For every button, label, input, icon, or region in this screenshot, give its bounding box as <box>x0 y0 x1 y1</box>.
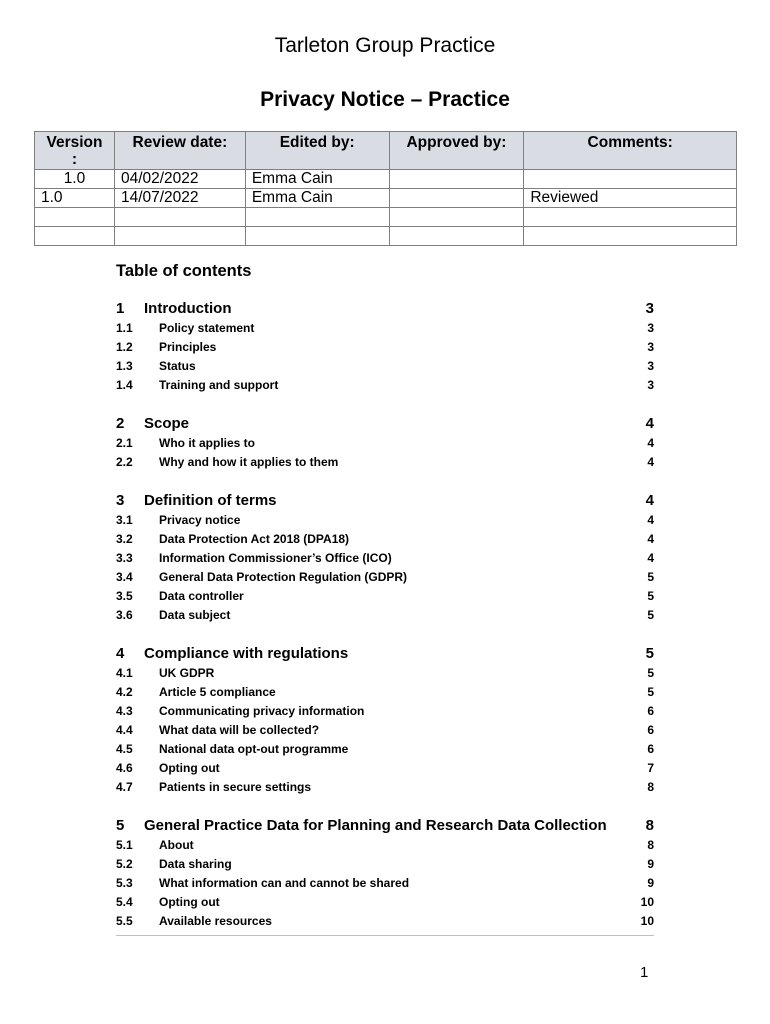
toc-entry-level2[interactable] <box>116 340 654 359</box>
toc-section <box>116 300 654 397</box>
toc-subentry-number: 2.1 <box>116 436 133 450</box>
toc-entry-level1[interactable] <box>116 645 654 666</box>
cell-edited-by: Emma Cain <box>245 189 389 208</box>
cell-approved-by <box>389 189 524 208</box>
toc-entry-page: 3 <box>645 300 654 317</box>
toc-entry-level2[interactable] <box>116 838 654 857</box>
cell-comments <box>524 227 737 246</box>
toc-entry-level2[interactable] <box>116 761 654 780</box>
cell-edited-by <box>245 208 389 227</box>
toc-entry-title: Definition of terms <box>144 492 277 509</box>
toc-subentry-page: 4 <box>647 455 654 469</box>
toc-subentry-number: 5.5 <box>116 914 133 928</box>
toc-subentry-title: Data controller <box>159 589 244 603</box>
toc-subentry-title: Opting out <box>159 895 220 909</box>
toc-entry-level2[interactable] <box>116 436 654 455</box>
toc-section <box>116 492 654 627</box>
toc-entry-level1[interactable] <box>116 300 654 321</box>
toc-entry-level2[interactable] <box>116 608 654 627</box>
version-control-table <box>34 131 737 246</box>
toc-entry-level2[interactable] <box>116 570 654 589</box>
header-approved-by: Approved by: <box>389 132 524 170</box>
toc-entry-number: 1 <box>116 300 125 317</box>
toc-entry-level2[interactable] <box>116 513 654 532</box>
toc-subentry-title: Opting out <box>159 761 220 775</box>
toc-subentry-page: 4 <box>647 436 654 450</box>
toc-subentry-number: 4.7 <box>116 780 133 794</box>
toc-subentry-page: 8 <box>647 780 654 794</box>
toc-section <box>116 645 654 799</box>
toc-subentry-page: 5 <box>647 666 654 680</box>
toc-subentry-page: 3 <box>647 378 654 392</box>
cell-review-date <box>114 208 245 227</box>
toc-subentry-number: 3.1 <box>116 513 133 527</box>
toc-subentry-number: 1.1 <box>116 321 133 335</box>
toc-subentry-title: Information Commissioner’s Office (ICO) <box>159 551 392 565</box>
toc-subentry-title: National data opt-out programme <box>159 742 349 756</box>
toc-subentry-title: Status <box>159 359 196 373</box>
header-edited-by: Edited by: <box>245 132 389 170</box>
toc-subentry-title: General Data Protection Regulation (GDPR) <box>159 570 408 584</box>
toc-subentry-page: 5 <box>647 589 654 603</box>
toc-subentry-page: 6 <box>647 723 654 737</box>
organisation-name: Tarleton Group Practice <box>274 34 496 57</box>
toc-subentry-number: 4.4 <box>116 723 133 737</box>
toc-subentry-number: 3.6 <box>116 608 133 622</box>
cell-review-date: 14/07/2022 <box>114 189 245 208</box>
table-row <box>35 208 737 227</box>
toc-entry-level2[interactable] <box>116 551 654 570</box>
toc-entry-level2[interactable] <box>116 704 654 723</box>
toc-entry-title: Introduction <box>144 300 232 317</box>
toc-subentry-title: Privacy notice <box>159 513 241 527</box>
header-version <box>35 132 115 170</box>
toc-subentry-page: 9 <box>647 857 654 871</box>
toc-section <box>116 817 654 933</box>
header-version-colon: : <box>71 151 78 168</box>
toc-end-rule <box>116 935 654 936</box>
toc-subentry-title: Why and how it applies to them <box>159 455 339 469</box>
version-table-header-row <box>35 132 737 170</box>
toc-subentry-number: 5.2 <box>116 857 133 871</box>
cell-comments: Reviewed <box>524 189 737 208</box>
toc-subentry-page: 6 <box>647 704 654 718</box>
toc-subentry-page: 3 <box>647 321 654 335</box>
toc-entry-page: 5 <box>645 645 654 662</box>
toc-entry-level2[interactable] <box>116 857 654 876</box>
toc-entry-level2[interactable] <box>116 589 654 608</box>
toc-subentry-number: 4.3 <box>116 704 133 718</box>
cell-approved-by <box>389 170 524 189</box>
toc-subentry-page: 10 <box>640 914 654 928</box>
toc-entry-number: 2 <box>116 415 125 432</box>
toc-entry-level1[interactable] <box>116 492 654 513</box>
toc-subentry-number: 4.1 <box>116 666 133 680</box>
toc-entry-level2[interactable] <box>116 914 654 933</box>
toc-subentry-title: What information can and cannot be shared <box>159 876 410 890</box>
toc-subentry-page: 10 <box>640 895 654 909</box>
toc-entry-level2[interactable] <box>116 666 654 685</box>
toc-entry-level2[interactable] <box>116 321 654 340</box>
toc-subentry-page: 4 <box>647 532 654 546</box>
cell-version <box>35 208 115 227</box>
toc-subentry-number: 3.5 <box>116 589 133 603</box>
toc-entry-level2[interactable] <box>116 895 654 914</box>
toc-heading: Table of contents <box>116 262 252 280</box>
toc-subentry-page: 8 <box>647 838 654 852</box>
toc-entry-title: General Practice Data for Planning and Research Data Collection <box>144 817 607 834</box>
toc-subentry-title: Available resources <box>159 914 272 928</box>
toc-subentry-title: Principles <box>159 340 217 354</box>
toc-subentry-page: 5 <box>647 608 654 622</box>
table-row <box>35 189 737 208</box>
toc-subentry-page: 5 <box>647 685 654 699</box>
cell-approved-by <box>389 227 524 246</box>
toc-entry-page: 4 <box>645 492 654 509</box>
toc-entry-level2[interactable] <box>116 359 654 378</box>
cell-approved-by <box>389 208 524 227</box>
toc-subentry-number: 3.3 <box>116 551 133 565</box>
cell-edited-by: Emma Cain <box>245 170 389 189</box>
toc-subentry-number: 1.4 <box>116 378 133 392</box>
toc-entry-number: 3 <box>116 492 125 509</box>
toc-subentry-title: Who it applies to <box>159 436 255 450</box>
page-number: 1 <box>640 964 649 981</box>
header-comments: Comments: <box>524 132 737 170</box>
toc-entry-level1[interactable] <box>116 817 654 838</box>
toc-subentry-page: 4 <box>647 513 654 527</box>
toc-subentry-title: Data Protection Act 2018 (DPA18) <box>159 532 350 546</box>
toc-subentry-title: What data will be collected? <box>159 723 320 737</box>
toc-subentry-page: 4 <box>647 551 654 565</box>
document-title: Privacy Notice – Practice <box>260 88 510 111</box>
toc-subentry-page: 3 <box>647 340 654 354</box>
toc-subentry-title: Training and support <box>159 378 279 392</box>
toc-subentry-page: 5 <box>647 570 654 584</box>
toc-entry-number: 4 <box>116 645 125 662</box>
toc-entry-title: Compliance with regulations <box>144 645 349 662</box>
toc-subentry-number: 5.4 <box>116 895 133 909</box>
toc-entry-number: 5 <box>116 817 125 834</box>
table-row <box>35 170 737 189</box>
toc-entry-title: Scope <box>144 415 190 432</box>
header-review-date: Review date: <box>114 132 245 170</box>
toc-subentry-number: 2.2 <box>116 455 133 469</box>
toc-subentry-title: Data sharing <box>159 857 232 871</box>
toc-subentry-number: 4.5 <box>116 742 133 756</box>
toc-entry-level2[interactable] <box>116 455 654 474</box>
cell-edited-by <box>245 227 389 246</box>
toc-subentry-number: 1.2 <box>116 340 133 354</box>
cell-review-date: 04/02/2022 <box>114 170 245 189</box>
toc-subentry-title: Article 5 compliance <box>159 685 276 699</box>
toc-subentry-title: Patients in secure settings <box>159 780 312 794</box>
cell-comments <box>524 208 737 227</box>
toc-subentry-page: 7 <box>647 761 654 775</box>
toc-subentry-title: Policy statement <box>159 321 255 335</box>
toc-entry-page: 4 <box>645 415 654 432</box>
toc-subentry-number: 1.3 <box>116 359 133 373</box>
toc-entry-level2[interactable] <box>116 685 654 704</box>
toc-subentry-number: 4.6 <box>116 761 133 775</box>
toc-entry-level1[interactable] <box>116 415 654 436</box>
toc-subentry-title: About <box>159 838 194 852</box>
toc-subentry-page: 9 <box>647 876 654 890</box>
toc-entry-level2[interactable] <box>116 378 654 397</box>
toc-subentry-number: 3.4 <box>116 570 133 584</box>
toc-entry-page: 8 <box>645 817 654 834</box>
toc-entry-level2[interactable] <box>116 532 654 551</box>
header-version-label: Version <box>46 134 103 151</box>
toc-section <box>116 415 654 474</box>
toc-entry-level2[interactable] <box>116 742 654 761</box>
toc-subentry-title: UK GDPR <box>159 666 215 680</box>
cell-version <box>35 227 115 246</box>
toc-subentry-page: 3 <box>647 359 654 373</box>
toc-subentry-page: 6 <box>647 742 654 756</box>
cell-version: 1.0 <box>35 170 115 189</box>
toc-entry-level2[interactable] <box>116 876 654 895</box>
toc-entry-level2[interactable] <box>116 723 654 742</box>
toc-subentry-number: 5.3 <box>116 876 133 890</box>
cell-comments <box>524 170 737 189</box>
toc-entry-level2[interactable] <box>116 780 654 799</box>
table-row <box>35 227 737 246</box>
cell-version: 1.0 <box>35 189 115 208</box>
toc-subentry-number: 5.1 <box>116 838 133 852</box>
table-of-contents <box>116 300 654 936</box>
toc-subentry-number: 3.2 <box>116 532 133 546</box>
toc-subentry-title: Communicating privacy information <box>159 704 365 718</box>
toc-subentry-number: 4.2 <box>116 685 133 699</box>
cell-review-date <box>114 227 245 246</box>
toc-subentry-title: Data subject <box>159 608 231 622</box>
